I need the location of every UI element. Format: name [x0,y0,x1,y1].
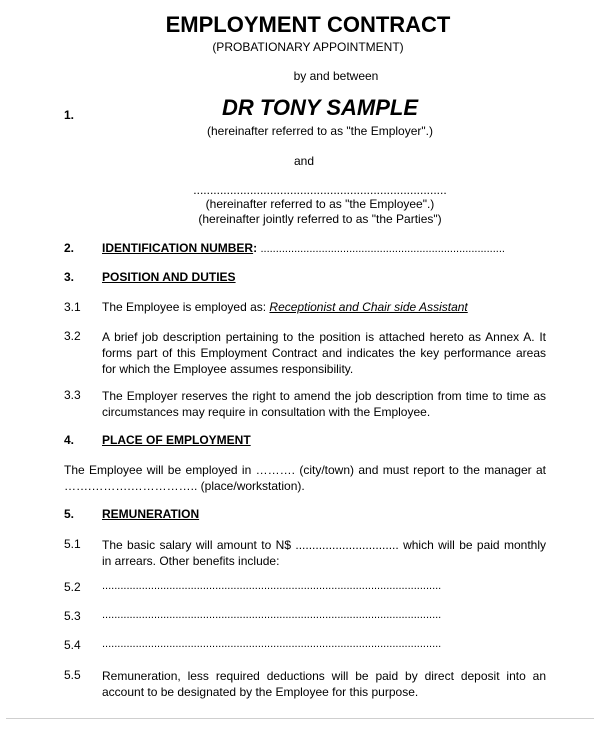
item-3-3-number: 3.3 [64,388,81,402]
section-2-heading: IDENTIFICATION NUMBER [102,241,254,255]
employer-reference: (hereinafter referred to as "the Employer".) [207,124,433,138]
place-of-employment-text: The Employee will be employed in ………. (city/town) and must report to the manager at …….……….…………….. (place/workstation). [64,463,546,493]
identification-number-blank: ................................................................................ [260,243,505,255]
position-title: Receptionist and Chair side Assistant [269,300,468,314]
employee-name-blank: ............................................................................ [193,183,447,197]
item-5-1-number: 5.1 [64,537,81,551]
item-5-1-text: The basic salary will amount to N$ ............................... which will be paid monthly in arrears. Other benefits include: [102,538,546,568]
item-5-4-number: 5.4 [64,638,81,652]
item-3-2-number: 3.2 [64,329,81,343]
parties-reference: (hereinafter jointly referred to as "the Parties") [198,212,442,226]
item-5-5-number: 5.5 [64,668,81,682]
item-3-1-text [102,300,468,314]
item-3-1-number: 3.1 [64,300,81,314]
item-5-3-number: 5.3 [64,609,81,623]
identification-number-row [102,241,505,255]
document-title: EMPLOYMENT CONTRACT [165,12,451,37]
section-4-number: 4. [64,433,75,447]
item-5-3-blank: ............................................................................................................... [102,609,442,621]
item-3-2-text: A brief job description pertaining to the position is attached hereto as Annex A. It forms part of this Employment Contract and indicates the key performance areas for which the Employee assumes responsibility. [102,330,546,376]
item-5-4-blank: ............................................................................................................... [102,638,442,650]
item-5-2-blank: ............................................................................................................... [102,580,442,592]
section-2-number: 2. [64,241,75,255]
employee-reference: (hereinafter referred to as "the Employee".) [205,197,435,211]
item-3-1-prefix: The Employee is employed as: [102,300,270,314]
item-5-5-text: Remuneration, less required deductions will be paid by direct deposit into an account to be designated by the Employee for this purpose. [102,669,546,699]
item-5-2-number: 5.2 [64,580,81,594]
party-number: 1. [64,108,75,122]
document-subtitle: (PROBATIONARY APPOINTMENT) [212,40,404,54]
page-bottom-divider [6,718,594,719]
and-text: and [293,154,315,168]
section-4-heading: PLACE OF EMPLOYMENT [102,433,251,447]
section-2-colon: : [253,241,258,255]
section-5-number: 5. [64,507,75,521]
employer-name: DR TONY SAMPLE [222,95,418,120]
by-and-between: by and between [293,69,379,83]
item-3-3-text: The Employer reserves the right to amend the job description from time to time as circumstances may require in consultation with the Employee. [102,389,546,419]
section-3-heading: POSITION AND DUTIES [102,270,236,284]
section-3-number: 3. [64,270,75,284]
section-5-heading: REMUNERATION [102,507,200,521]
